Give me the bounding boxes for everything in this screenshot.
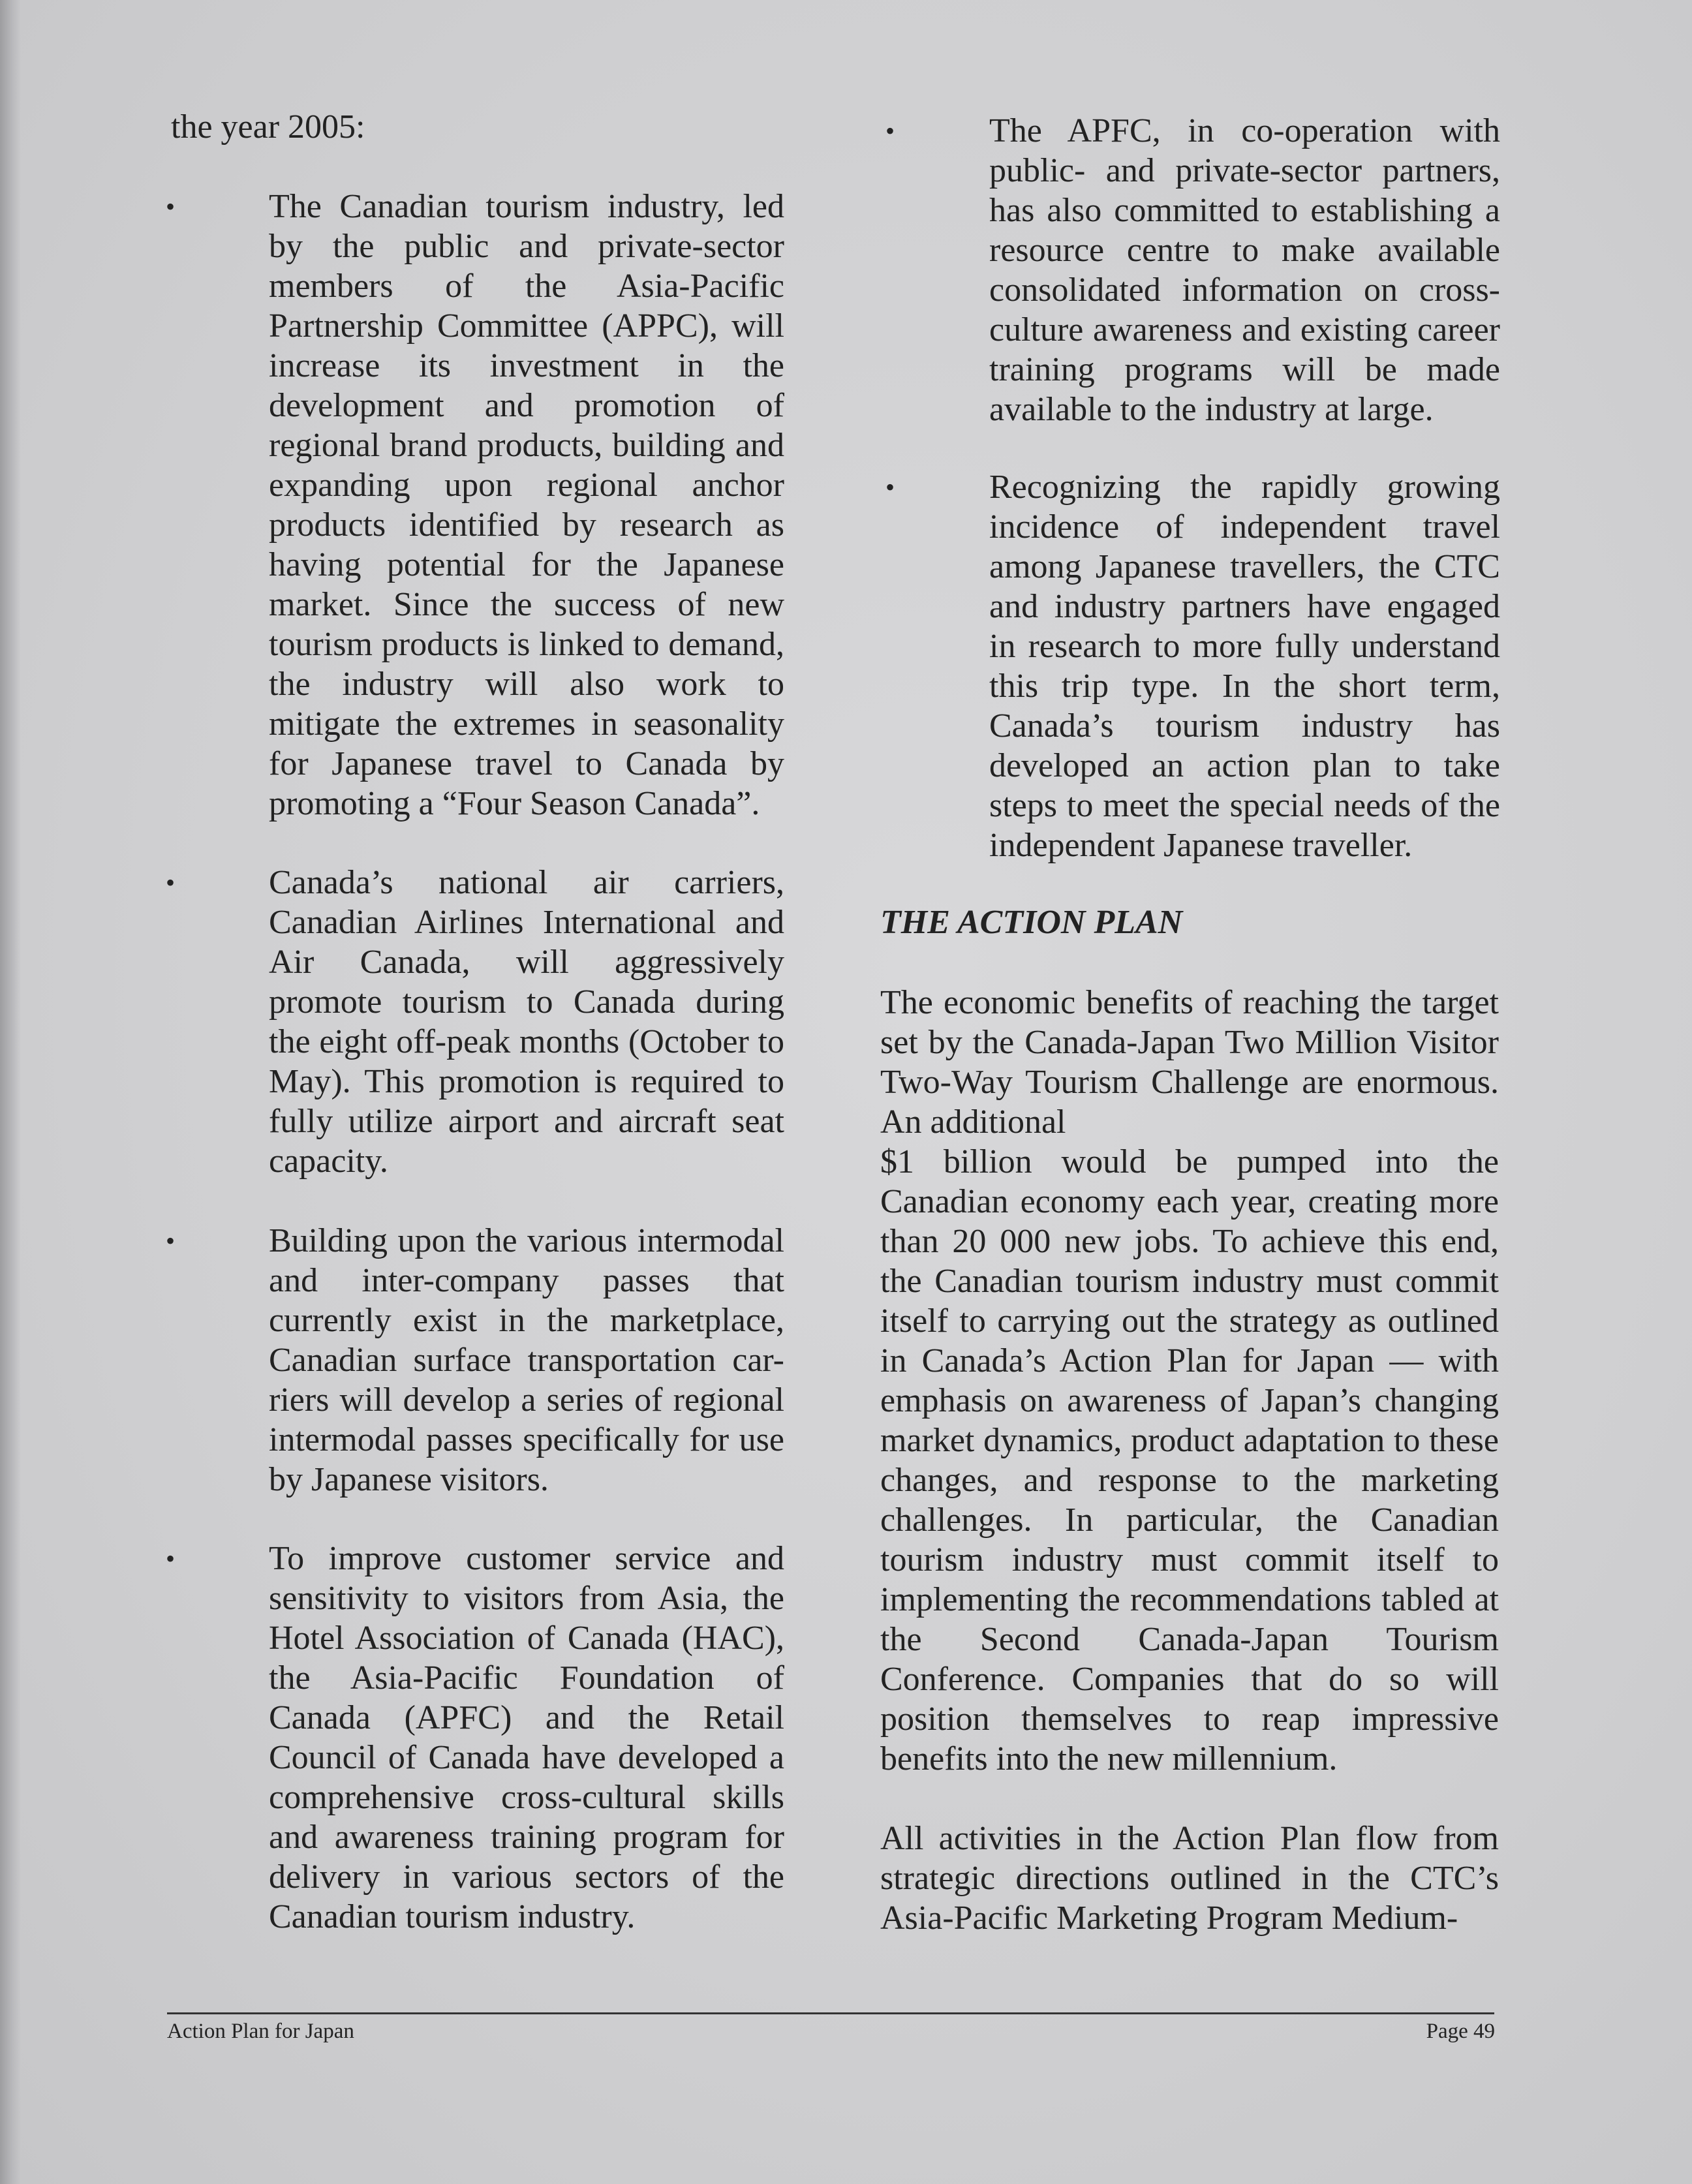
bullet-icon: • — [166, 1544, 176, 1573]
section-heading: THE ACTION PLAN — [880, 904, 1183, 941]
bullet-text: Building upon the various intermodal and inter-company passes that currently exist in the marketplace, Canadian surface transportation car-riers will develop a series of regional intermodal passes specifically for use by Japanese visitors. — [269, 1222, 784, 1498]
footer-title: Action Plan for Japan — [167, 2020, 354, 2043]
bullet-icon: • — [166, 1226, 176, 1255]
bullet-text: Recognizing the rapidly growing incidence of independent travel among Japanese travellers, the CTC and industry partners have engaged in research to more fully understand this trip type. In the short term, Canada’s tourism industry has developed an action plan to take steps to meet the special needs of the independent Japanese traveller. — [989, 469, 1500, 864]
bullet-item — [166, 1539, 784, 1937]
bullet-icon: • — [166, 868, 176, 897]
footer-divider — [167, 2012, 1494, 2014]
bullet-item — [166, 863, 784, 1181]
bullet-text: The APFC, in co-operation with public- and private-sector partners, has also committed to establishing a resource centre to make available consolidated information on cross-culture awareness and existing career training programs will be made available to the industry at large. — [989, 112, 1500, 428]
bullet-text: The Canadian tourism industry, led by the public and private-sector members of the Asia-Pacific Partnership Committee (APPC), will increase its investment in the development and promotion of regional brand products, building and expanding upon regional anchor products identified by research as having potential for the Japanese market. Since the success of new tourism products is linked to demand, the industry will also work to mitigate the extremes in seasonality for Japanese travel to Canada by promoting a “Four Season Canada”. — [269, 188, 784, 822]
paragraph — [880, 983, 1499, 1779]
intro-text: the year 2005: — [171, 108, 365, 146]
paragraph: All activities in the Action Plan flow from strategic directions outlined in the CTC’s Asia-Pacific Marketing Program Medium- — [880, 1820, 1499, 1937]
book-spine-shadow — [0, 0, 21, 2184]
bullet-text: Canada’s national air carriers, Canadian Airlines International and Air Canada, will aggressively promote tourism to Canada during the eight off-peak months (October to May). This promotion is required to fully utilize airport and aircraft seat capacity. — [269, 864, 784, 1180]
bullet-item — [166, 187, 784, 823]
paragraph-line: The economic benefits of reaching the target set by the Canada-Japan Two Million Visitor Two-Way Tourism Challenge are enormous. An additional — [880, 984, 1499, 1141]
bullet-icon: • — [166, 192, 176, 221]
bullet-item — [880, 111, 1500, 429]
bullet-text: To improve customer service and sensitivity to visitors from Asia, the Hotel Association of Canada (HAC), the Asia-Pacific Foundation of Canada (APFC) and the Retail Council of Canada have developed a comprehensive cross-cultural skills and awareness training program for delivery in various sectors of the Canadian tourism industry. — [269, 1540, 784, 1935]
bullet-icon: • — [885, 116, 895, 146]
bullet-item — [166, 1221, 784, 1500]
bullet-item — [880, 467, 1500, 865]
bullet-icon: • — [885, 472, 895, 502]
page-number: Page 49 — [1426, 2020, 1495, 2043]
paragraph-line: $1 billion would be pumped into the Canadian economy each year, creating more than 20 000 new jobs. To achieve this end, the Canadian tourism industry must commit itself to carrying out the strategy as outlined in Canada’s Action Plan for Japan — with emphasis on awareness of Japan’s changing market dynamics, product adaptation to these changes, and response to the marketing challenges. In particular, the Canadian tourism industry must commit itself to implementing the recommendations tabled at the Second Canada-Japan Tourism Conference. Companies that do so will position themselves to reap impressive benefits into the new millennium. — [880, 1143, 1499, 1777]
